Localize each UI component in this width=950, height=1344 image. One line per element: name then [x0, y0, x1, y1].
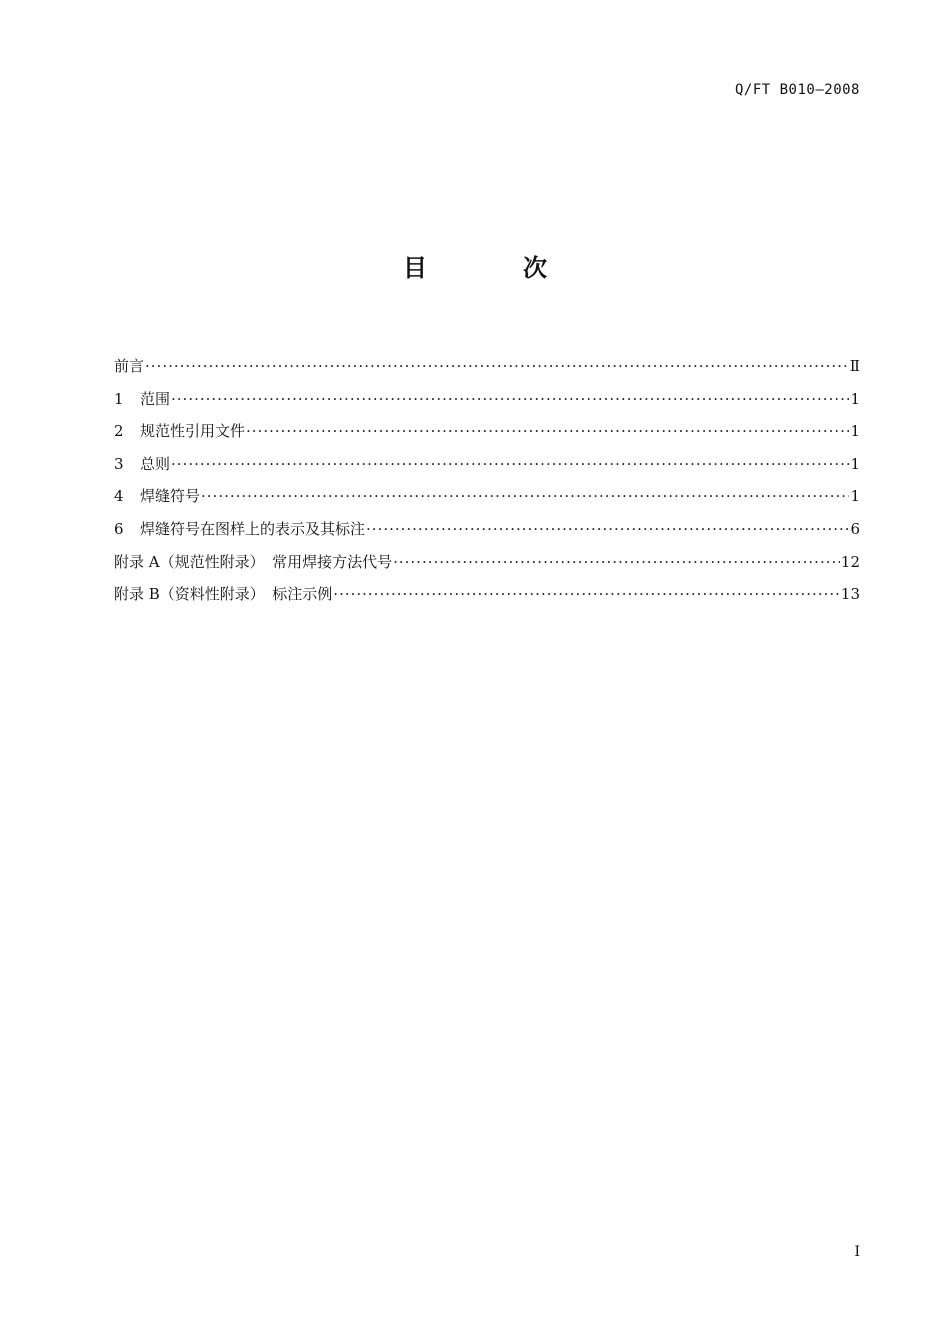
toc-item-general[interactable] [114, 453, 860, 486]
toc-item-appendix-a[interactable] [114, 551, 860, 584]
toc-item-weld-symbols[interactable] [114, 485, 860, 518]
toc-item-label: 焊缝符号在图样上的表示及其标注 [140, 519, 366, 538]
toc-leader-dots [145, 357, 849, 375]
toc-leader-dots [246, 422, 849, 440]
toc-item-number: 3 [114, 454, 124, 473]
page-title [0, 248, 950, 283]
toc-item-normative-references[interactable] [114, 420, 860, 453]
toc-leader-dots [393, 553, 840, 571]
toc-item-label: 附录 A（规范性附录） 常用焊接方法代号 [114, 552, 393, 571]
toc-leader-dots [171, 390, 849, 408]
toc-item-label: 附录 B（资料性附录） 标注示例 [114, 585, 333, 604]
toc-item-page: 1 [850, 454, 860, 473]
toc-item-label: 前言 [114, 357, 145, 375]
document-code: Q/FT B010—2008 [734, 82, 860, 98]
toc-leader-dots [366, 520, 849, 538]
toc-leader-dots [201, 487, 849, 505]
toc-leader-dots [333, 585, 840, 603]
table-of-contents [114, 355, 860, 616]
toc-item-page: 13 [840, 585, 860, 604]
title-char-1: 目 [403, 254, 427, 282]
toc-item-page: 12 [840, 552, 860, 571]
toc-item-page: 1 [850, 487, 860, 506]
toc-item-label: 总则 [140, 454, 171, 473]
toc-item-number: 4 [114, 487, 124, 506]
toc-item-label: 规范性引用文件 [140, 422, 246, 441]
toc-item-number: 2 [114, 422, 124, 441]
toc-item-weld-symbol-representation[interactable] [114, 518, 860, 551]
toc-leader-dots [171, 455, 849, 473]
toc-item-foreword[interactable] [114, 355, 860, 388]
toc-item-page: 1 [850, 389, 860, 408]
toc-item-label: 焊缝符号 [140, 487, 201, 506]
toc-item-number: 1 [114, 389, 124, 408]
toc-item-page: 6 [850, 519, 860, 538]
title-char-2: 次 [523, 254, 547, 282]
toc-item-appendix-b[interactable] [114, 583, 860, 616]
toc-item-number: 6 [114, 519, 124, 538]
toc-item-page: 1 [850, 422, 860, 441]
toc-item-label: 范围 [140, 389, 171, 408]
page-number: I [854, 1244, 860, 1260]
toc-item-scope[interactable] [114, 388, 860, 421]
toc-item-page: Ⅱ [849, 357, 860, 375]
